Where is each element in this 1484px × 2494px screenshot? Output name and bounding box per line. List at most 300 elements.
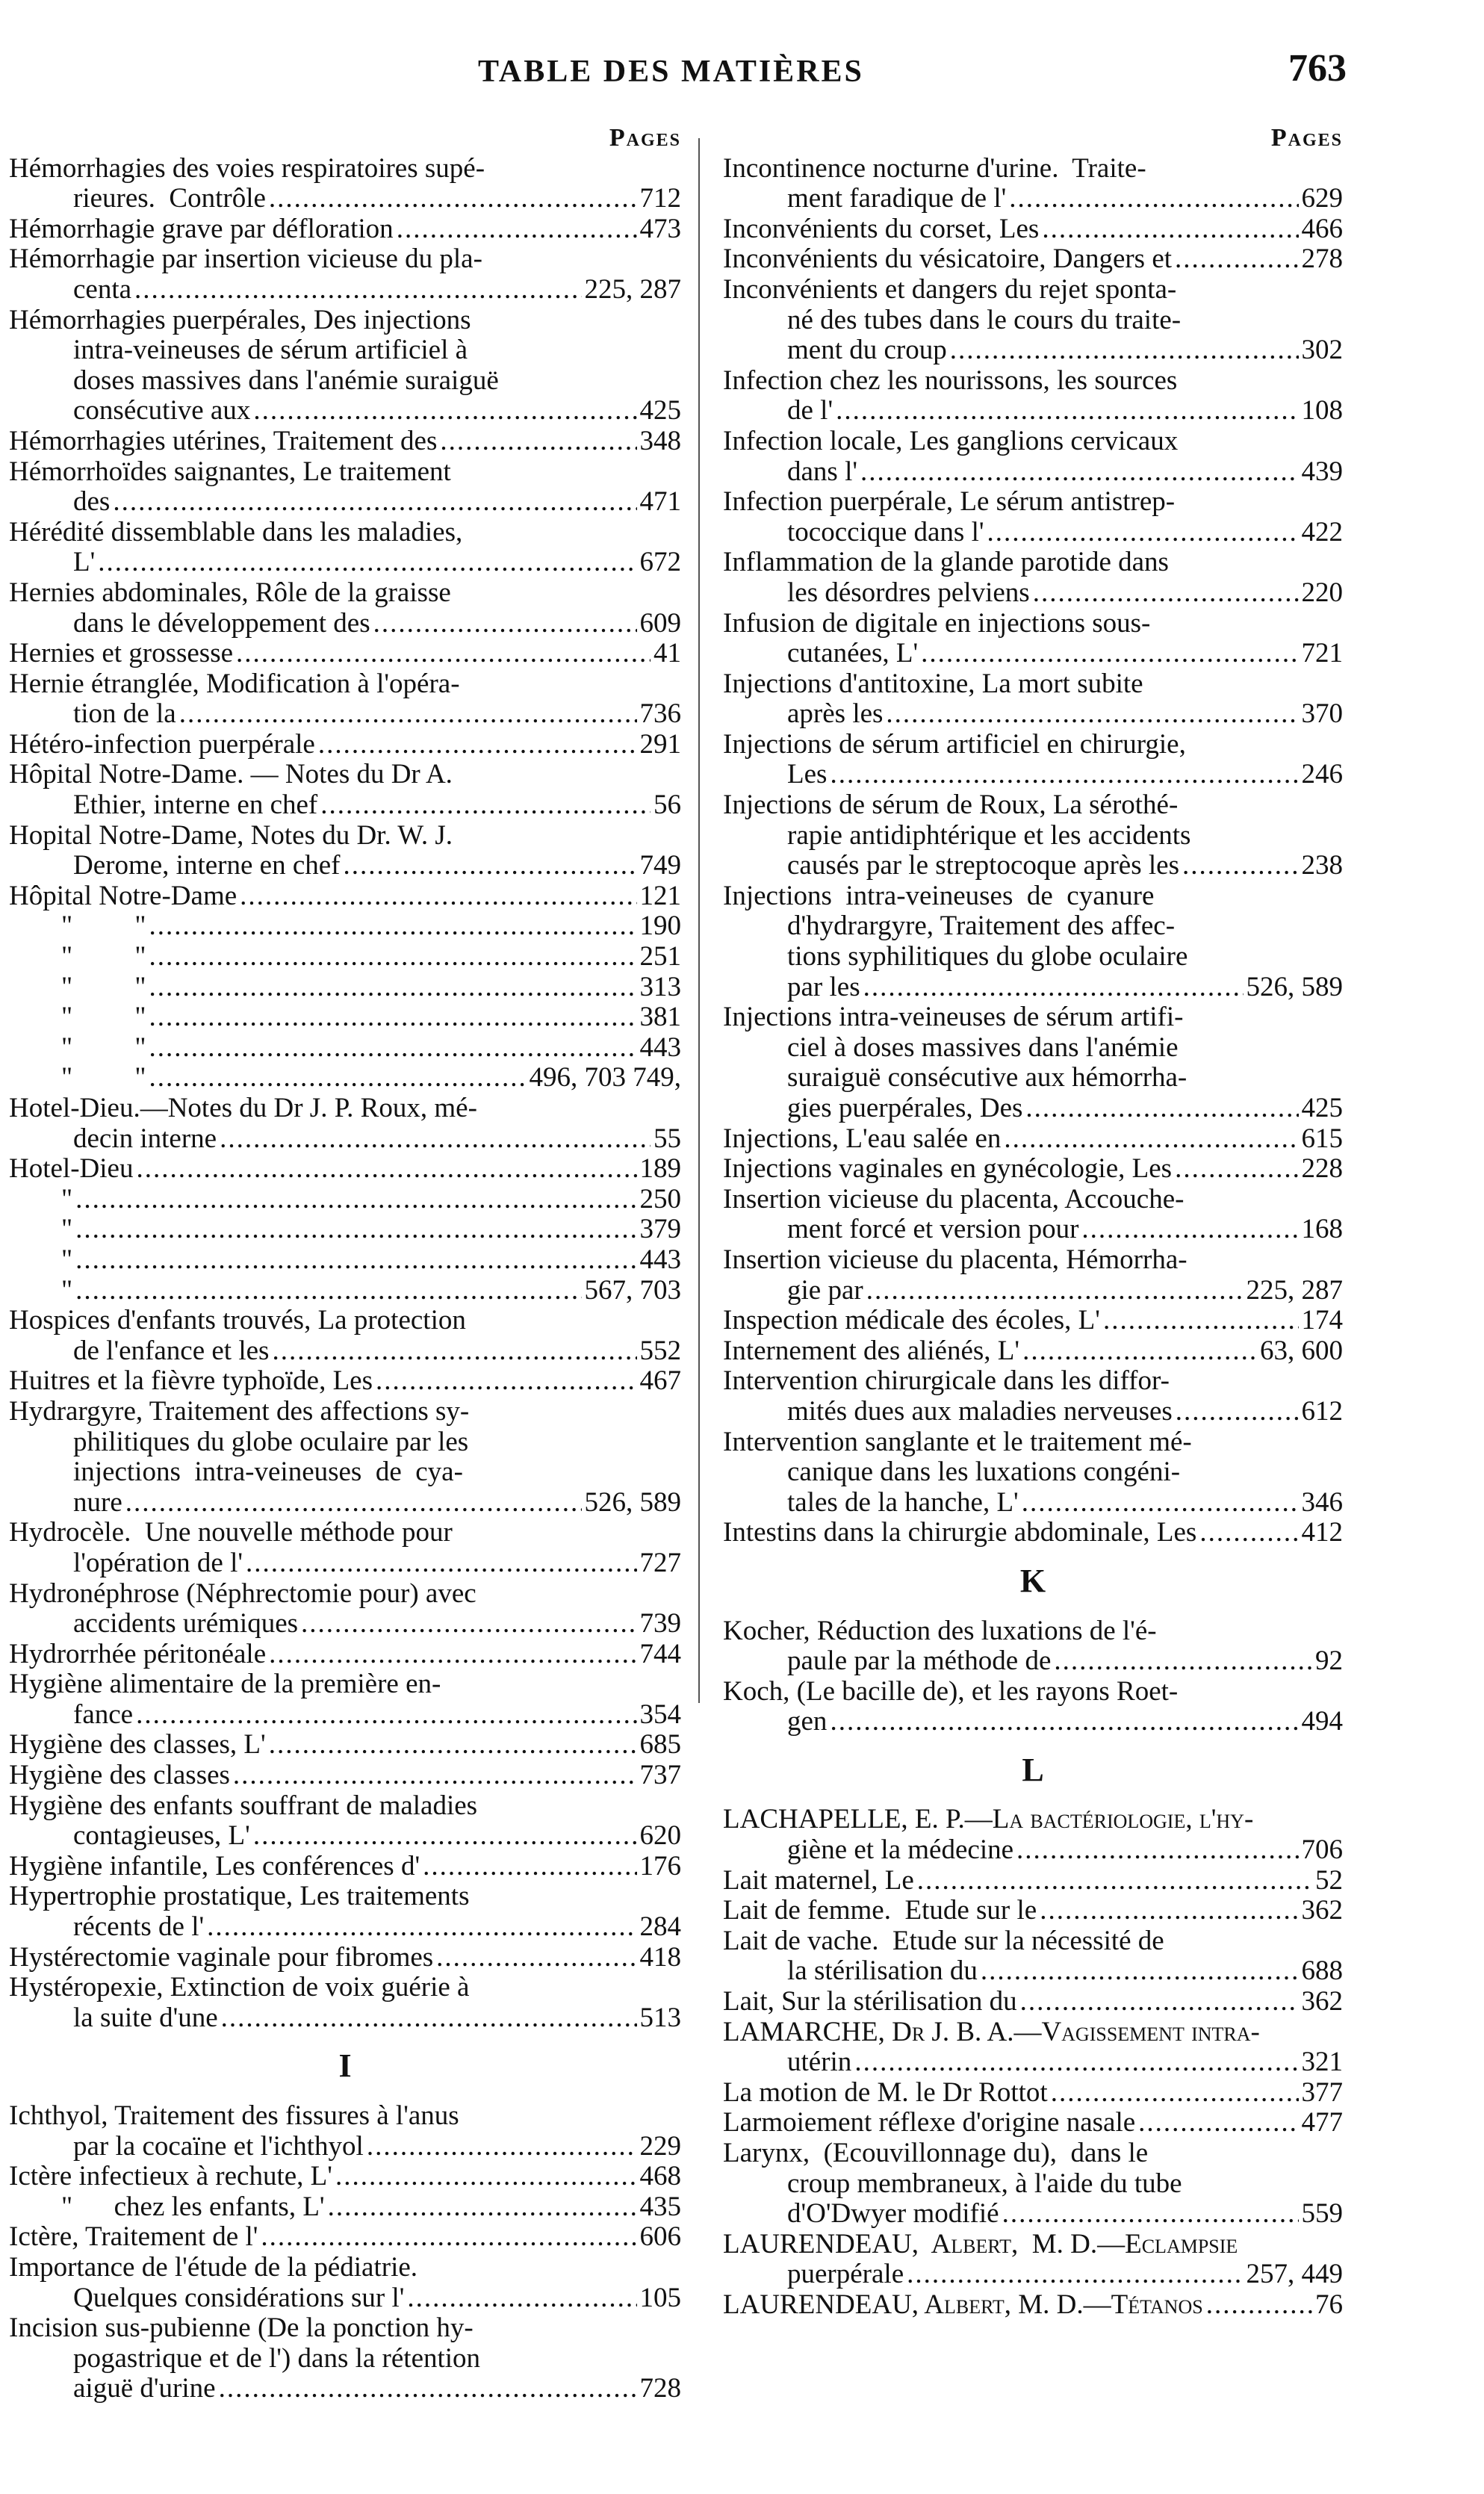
dot-leader xyxy=(75,1276,581,1306)
entry-text: Hydronéphrose (Néphrectomie pour) avec xyxy=(9,1578,476,1609)
page-ref: 377 xyxy=(1301,2076,1343,2108)
page-ref: 435 xyxy=(639,2191,681,2222)
entry-text: Hotel-Dieu.—Notes du Dr J. P. Roux, mé- xyxy=(9,1093,477,1123)
entry-line xyxy=(723,1616,1343,1647)
page-ref: 629 xyxy=(1301,183,1343,214)
entry-text: Inconvénients du corset, Les xyxy=(723,213,1040,244)
page-ref: 168 xyxy=(1301,1214,1343,1245)
ditto-mark: " " xyxy=(61,971,146,1002)
dot-leader xyxy=(981,1956,1299,1987)
entry-line xyxy=(9,2283,681,2314)
ditto-mark: " " xyxy=(61,1032,146,1063)
index-entry xyxy=(9,1215,681,1245)
index-entry xyxy=(9,821,681,881)
entry-line xyxy=(723,335,1343,366)
dot-leader xyxy=(149,911,636,942)
entry-line xyxy=(9,2132,681,2162)
dot-leader xyxy=(75,1215,636,1245)
entry-line xyxy=(9,1124,681,1155)
entry-text: La motion de M. le Dr Rottot xyxy=(723,2076,1048,2108)
entry-line xyxy=(9,1488,681,1519)
page-number: 763 xyxy=(1288,47,1347,90)
entry-text: Incontinence nocturne d'urine. Traite- xyxy=(723,152,1146,184)
dot-leader xyxy=(261,2222,636,2253)
index-entry xyxy=(723,1002,1343,1123)
entry-line xyxy=(9,760,681,790)
index-entry xyxy=(723,547,1343,608)
entry-text: Hémorrhagies puerpérales, Des injections xyxy=(9,304,471,335)
page-ref: 228 xyxy=(1301,1153,1343,1185)
entry-line xyxy=(723,1397,1343,1427)
entry-line xyxy=(9,1518,681,1548)
entry-line xyxy=(723,942,1343,973)
ditto-mark: " " xyxy=(61,941,146,973)
entry-text: croup membraneux, à l'aide du tube xyxy=(787,2168,1182,2199)
entry-text: Hydrocèle. Une nouvelle méthode pour xyxy=(9,1517,453,1548)
index-entry xyxy=(723,2078,1343,2109)
index-entry xyxy=(9,911,681,942)
entry-line xyxy=(9,1154,681,1185)
entry-text: Injections intra-veineuses de cyanure xyxy=(723,880,1155,911)
index-entry xyxy=(9,1852,681,1882)
index-column-left xyxy=(9,123,681,2404)
page-ref: 439 xyxy=(1301,456,1343,487)
index-entry xyxy=(9,1366,681,1397)
dot-leader xyxy=(440,426,636,457)
entry-line xyxy=(9,699,681,730)
page-ref: 615 xyxy=(1301,1123,1343,1154)
index-entry xyxy=(723,609,1343,669)
entry-text: Injections de sérum artificiel en chirurgie, xyxy=(723,728,1186,760)
entry-line xyxy=(723,578,1343,609)
entry-text: Hotel-Dieu xyxy=(9,1153,134,1185)
index-entry xyxy=(9,1063,681,1094)
entry-text: consécutive aux xyxy=(73,395,251,426)
entry-line xyxy=(723,699,1343,730)
index-entry xyxy=(723,2290,1343,2321)
entry-text: Lait de vache. Etude sur la nécessité de xyxy=(723,1925,1164,1956)
entry-line xyxy=(723,2108,1343,2138)
dot-leader xyxy=(367,2132,637,2162)
page-ref: 612 xyxy=(1301,1395,1343,1427)
entry-text: Hernies et grossesse xyxy=(9,638,234,669)
entry-line xyxy=(723,518,1343,548)
index-entry xyxy=(9,1882,681,1942)
entry-line xyxy=(9,609,681,639)
dot-leader xyxy=(1182,851,1299,881)
dot-leader xyxy=(221,2003,637,2034)
entry-text: contagieuses, L' xyxy=(73,1820,250,1852)
entry-line xyxy=(723,1185,1343,1215)
entry-line xyxy=(9,1882,681,1912)
entry-text: decin interne xyxy=(73,1123,217,1154)
entry-line xyxy=(9,518,681,548)
entry-text: né des tubes dans le cours du traite- xyxy=(787,304,1182,335)
dot-leader xyxy=(179,699,637,730)
page-ref: 76 xyxy=(1315,2289,1343,2320)
entry-line xyxy=(9,821,681,852)
entry-line xyxy=(9,1640,681,1670)
entry-line xyxy=(9,154,681,184)
ditto-mark: " " xyxy=(61,1062,146,1094)
page-ref: 712 xyxy=(639,183,681,214)
page-ref: 220 xyxy=(1301,577,1343,608)
index-column-right xyxy=(723,123,1343,2321)
index-entry xyxy=(723,244,1343,275)
entry-text: Ethier, interne en chef xyxy=(73,790,318,821)
page-ref: 513 xyxy=(639,2002,681,2033)
entry-line xyxy=(9,426,681,457)
index-entry xyxy=(9,973,681,1003)
pages-label: Pages xyxy=(1270,124,1343,152)
page-ref: 466 xyxy=(1301,213,1343,244)
page-ref: 552 xyxy=(639,1335,681,1366)
dot-leader xyxy=(220,1124,651,1155)
page-ref: 685 xyxy=(639,1729,681,1761)
index-entry xyxy=(9,639,681,669)
page-ref: 41 xyxy=(653,638,681,669)
entry-line xyxy=(9,214,681,245)
entry-text: LACHAPELLE, E. P.—La bactériologie, l'hy- xyxy=(723,1804,1254,1835)
entry-line xyxy=(723,1094,1343,1124)
index-entry xyxy=(9,154,681,214)
page-ref: 418 xyxy=(639,1941,681,1973)
entry-line xyxy=(723,1646,1343,1677)
entry-line xyxy=(723,214,1343,245)
dot-leader xyxy=(335,2162,637,2192)
entry-line xyxy=(723,2199,1343,2230)
entry-text: dans le développement des xyxy=(73,607,370,639)
dot-leader xyxy=(269,1730,637,1761)
dot-leader xyxy=(149,1063,526,1094)
entry-text: Injections intra-veineuses de sérum artifi- xyxy=(723,1002,1184,1033)
entry-text: rapie antidiphtérique et les accidents xyxy=(787,819,1191,851)
page-ref: 362 xyxy=(1301,1895,1343,1926)
dot-leader xyxy=(1022,1336,1257,1367)
page-ref: 246 xyxy=(1301,759,1343,790)
dot-leader xyxy=(1016,1835,1298,1866)
dot-leader xyxy=(1040,1896,1298,1926)
entry-text: Inflammation de la glande parotide dans xyxy=(723,547,1169,578)
entry-line xyxy=(9,547,681,578)
index-entry xyxy=(723,487,1343,547)
dot-leader xyxy=(1022,1488,1299,1519)
index-entry xyxy=(9,1094,681,1154)
dot-leader xyxy=(236,639,651,669)
entry-line xyxy=(723,1707,1343,1737)
entry-line xyxy=(9,881,681,912)
entry-text: après les xyxy=(787,698,884,730)
entry-text: Internement des aliénés, L' xyxy=(723,1335,1020,1366)
page-ref: 606 xyxy=(639,2221,681,2253)
entry-line xyxy=(9,2192,681,2223)
entry-line xyxy=(723,2230,1343,2260)
index-entry xyxy=(723,2138,1343,2230)
entry-text: Hydrargyre, Traitement des affections sy- xyxy=(9,1395,470,1427)
entry-text: nure xyxy=(73,1486,122,1518)
dot-leader xyxy=(1175,1154,1298,1185)
entry-text: Importance de l'étude de la pédiatrie. xyxy=(9,2251,418,2283)
page-ref: 727 xyxy=(639,1547,681,1578)
entry-line xyxy=(723,1245,1343,1276)
entry-line xyxy=(9,1761,681,1791)
index-entry xyxy=(9,244,681,305)
dot-leader xyxy=(830,760,1298,790)
index-entry xyxy=(9,214,681,245)
entry-text: Intervention chirurgicale dans les diffor- xyxy=(723,1365,1170,1397)
entry-text: Hystérectomie vaginale pour fibromes xyxy=(9,1941,434,1973)
index-entry xyxy=(723,669,1343,730)
entry-text: tions syphilitiques du globe oculaire xyxy=(787,941,1188,973)
entry-text: utérin xyxy=(787,2047,852,2078)
page-ref: 526, 589 xyxy=(1246,971,1343,1002)
entry-text: tales de la hanche, L' xyxy=(787,1486,1019,1518)
entry-line xyxy=(723,244,1343,275)
index-entry xyxy=(9,942,681,973)
entry-text: Hygiène infantile, Les conférences d' xyxy=(9,1850,420,1882)
page-ref: 473 xyxy=(639,213,681,244)
entry-line xyxy=(9,1457,681,1488)
dot-leader xyxy=(1199,1518,1298,1548)
page-ref: 55 xyxy=(653,1123,681,1154)
page-ref: 443 xyxy=(639,1244,681,1275)
entry-text: Hérédité dissemblable dans les maladies, xyxy=(9,516,463,547)
index-entry xyxy=(723,730,1343,790)
entry-line xyxy=(723,184,1343,214)
entry-text: LAURENDEAU, Albert, M. D.—Eclampsie xyxy=(723,2228,1238,2259)
entry-text: Les xyxy=(787,759,828,790)
section-letter: I xyxy=(338,2047,352,2085)
page-ref: 278 xyxy=(1301,243,1343,275)
index-entry xyxy=(9,518,681,578)
page-ref: 284 xyxy=(639,1911,681,1943)
entry-line xyxy=(9,1336,681,1367)
page-ref: 190 xyxy=(639,911,681,942)
page-ref: 225, 287 xyxy=(584,273,681,305)
dot-leader xyxy=(836,396,1298,426)
page-ref: 496, 703 749, xyxy=(529,1062,681,1094)
entry-text: ciel à doses massives dans l'anémie xyxy=(787,1032,1179,1063)
entry-line xyxy=(9,244,681,275)
entry-line xyxy=(9,1063,681,1094)
entry-text: Inconvénients du vésicatoire, Dangers et xyxy=(723,243,1173,275)
index-entry xyxy=(723,2108,1343,2138)
page-ref: 313 xyxy=(639,971,681,1002)
dot-leader xyxy=(423,1852,636,1882)
entry-text: Hygiène des classes, L' xyxy=(9,1729,266,1761)
index-entry xyxy=(9,1033,681,1064)
entry-line xyxy=(723,426,1343,457)
ditto-mark: " " xyxy=(61,911,146,942)
entry-text: Hémorrhagies utérines, Traitement des xyxy=(9,425,438,456)
index-entry xyxy=(723,1124,1343,1155)
page-ref: 721 xyxy=(1301,638,1343,669)
page-ref: 348 xyxy=(639,425,681,456)
entry-text: la suite d'une xyxy=(73,2002,218,2033)
entry-line xyxy=(9,1943,681,1973)
page-ref: 609 xyxy=(639,607,681,639)
page-ref: 354 xyxy=(639,1699,681,1730)
page-ref: 189 xyxy=(639,1153,681,1185)
entry-line xyxy=(9,1579,681,1610)
entry-text: Insertion vicieuse du placenta, Hémorrha- xyxy=(723,1244,1187,1275)
entry-line xyxy=(9,790,681,821)
index-entry xyxy=(723,1987,1343,2017)
entry-text: gen xyxy=(787,1706,828,1737)
entry-line xyxy=(723,669,1343,700)
dot-leader xyxy=(866,1276,1244,1306)
entry-text: par les xyxy=(787,971,860,1002)
entry-text: Hétéro-infection puerpérale xyxy=(9,728,315,760)
page-ref: 728 xyxy=(639,2373,681,2404)
index-entry xyxy=(723,214,1343,245)
entry-text: fance xyxy=(73,1699,134,1730)
page-ref: 225, 287 xyxy=(1246,1274,1343,1306)
index-entry xyxy=(9,2162,681,2192)
page-ref: 749 xyxy=(639,850,681,881)
dot-leader xyxy=(1004,1124,1298,1155)
dot-leader xyxy=(886,699,1298,730)
entry-text: giène et la médecine xyxy=(787,1834,1014,1866)
entry-text: ment du croup xyxy=(787,335,947,366)
page-ref: 56 xyxy=(653,790,681,821)
entry-line xyxy=(723,305,1343,336)
entry-text: Larynx, (Ecouvillonnage du), dans le xyxy=(723,2138,1149,2168)
dot-leader xyxy=(1176,1397,1299,1427)
entry-line xyxy=(723,760,1343,790)
page-ref: 257, 449 xyxy=(1246,2259,1343,2290)
page-ref: 744 xyxy=(639,1638,681,1669)
ditto-mark: " xyxy=(61,1274,73,1306)
entry-line xyxy=(723,547,1343,578)
dot-leader xyxy=(373,609,637,639)
index-entry xyxy=(9,578,681,639)
dot-leader xyxy=(343,851,636,881)
entry-line xyxy=(9,1548,681,1579)
index-entry xyxy=(9,1245,681,1276)
index-entry xyxy=(723,1185,1343,1245)
entry-line xyxy=(9,1791,681,1822)
entry-text: LAMARCHE, Dr J. B. A.—Vagissement intra- xyxy=(723,2016,1260,2047)
dot-leader xyxy=(1002,2199,1299,2230)
dot-leader xyxy=(1042,214,1298,245)
entry-line xyxy=(9,2162,681,2192)
entry-line xyxy=(9,911,681,942)
index-entries-left xyxy=(9,154,681,2404)
dot-leader xyxy=(233,1761,637,1791)
page-ref: 567, 703 xyxy=(584,1274,681,1306)
index-entry xyxy=(9,2222,681,2253)
index-entry xyxy=(723,1866,1343,1896)
entry-text: Injections de sérum de Roux, La sérothé- xyxy=(723,790,1179,821)
index-entry xyxy=(9,1730,681,1761)
index-entry xyxy=(723,1154,1343,1185)
page-ref: 362 xyxy=(1301,1986,1343,2017)
page-ref: 321 xyxy=(1301,2047,1343,2078)
entry-text: gies puerpérales, Des xyxy=(787,1093,1023,1123)
entry-text: Hernie étranglée, Modification à l'opéra- xyxy=(9,668,460,699)
index-entry xyxy=(723,1896,1343,1926)
entry-line xyxy=(723,457,1343,488)
entry-text: philitiques du globe oculaire par les xyxy=(73,1426,469,1457)
entry-line xyxy=(723,1124,1343,1155)
entry-line xyxy=(723,790,1343,821)
entry-line xyxy=(9,1215,681,1245)
entry-line xyxy=(723,396,1343,426)
dot-leader xyxy=(907,2259,1243,2290)
entry-line xyxy=(723,1033,1343,1064)
entry-text: les désordres pelviens xyxy=(787,577,1030,608)
entry-text: Ichthyol, Traitement des fissures à l'anus xyxy=(9,2100,459,2131)
entry-text: Hôpital Notre-Dame. — Notes du Dr A. xyxy=(9,759,453,790)
ditto-mark: " chez les enfants, L' xyxy=(61,2191,325,2222)
entry-text: Infection chez les nourissons, les sources xyxy=(723,365,1178,396)
entry-line xyxy=(9,2003,681,2034)
index-entry xyxy=(723,1616,1343,1677)
page-ref: 174 xyxy=(1301,1305,1343,1336)
entry-line xyxy=(723,821,1343,852)
entry-text: tion de la xyxy=(73,698,176,730)
entry-line xyxy=(9,973,681,1003)
entry-text: paule par la méthode de xyxy=(787,1645,1052,1677)
entry-line xyxy=(723,1956,1343,1987)
entry-text: cutanées, L' xyxy=(787,638,919,669)
dot-leader xyxy=(987,518,1299,548)
entry-line xyxy=(723,2169,1343,2200)
dot-leader xyxy=(136,1700,636,1731)
index-entry xyxy=(723,1306,1343,1336)
dot-leader xyxy=(1081,1215,1298,1245)
entry-line xyxy=(9,2344,681,2374)
entry-line xyxy=(723,1866,1343,1896)
entry-text: Lait, Sur la stérilisation du xyxy=(723,1986,1017,2017)
entry-line xyxy=(723,2138,1343,2169)
entry-text: Hernies abdominales, Rôle de la graisse xyxy=(9,577,451,608)
entry-line xyxy=(723,1002,1343,1033)
dot-leader xyxy=(320,790,651,821)
entry-text: la stérilisation du xyxy=(787,1955,978,1987)
entry-text: Koch, (Le bacille de), et les rayons Roet- xyxy=(723,1675,1179,1707)
dot-leader xyxy=(134,275,581,305)
entry-line xyxy=(9,1397,681,1427)
entry-line xyxy=(723,1926,1343,1957)
index-entry xyxy=(9,2313,681,2404)
entry-line xyxy=(723,1488,1343,1519)
entry-text: L' xyxy=(73,547,96,578)
entry-line xyxy=(9,1002,681,1033)
page-ref: 250 xyxy=(639,1183,681,1215)
dot-leader xyxy=(125,1488,582,1519)
entry-line xyxy=(9,1185,681,1215)
entry-text: Intervention sanglante et le traitement mé- xyxy=(723,1426,1192,1457)
page-ref: 471 xyxy=(639,486,681,518)
running-header xyxy=(0,46,1484,114)
page-ref: 379 xyxy=(639,1214,681,1245)
index-entry xyxy=(9,305,681,426)
dot-leader xyxy=(1103,1306,1299,1336)
entry-line xyxy=(723,1835,1343,1866)
entry-line xyxy=(723,1427,1343,1458)
entry-text: de l'enfance et les xyxy=(73,1335,270,1366)
page-ref: 108 xyxy=(1301,395,1343,426)
dot-leader xyxy=(149,1002,636,1033)
page-ref: 63, 600 xyxy=(1260,1335,1343,1366)
entry-line xyxy=(9,1245,681,1276)
index-entry xyxy=(9,1579,681,1640)
entry-text: Hémorrhagie par insertion vicieuse du pla- xyxy=(9,243,482,275)
dot-leader xyxy=(328,2192,637,2223)
entry-line xyxy=(723,154,1343,184)
